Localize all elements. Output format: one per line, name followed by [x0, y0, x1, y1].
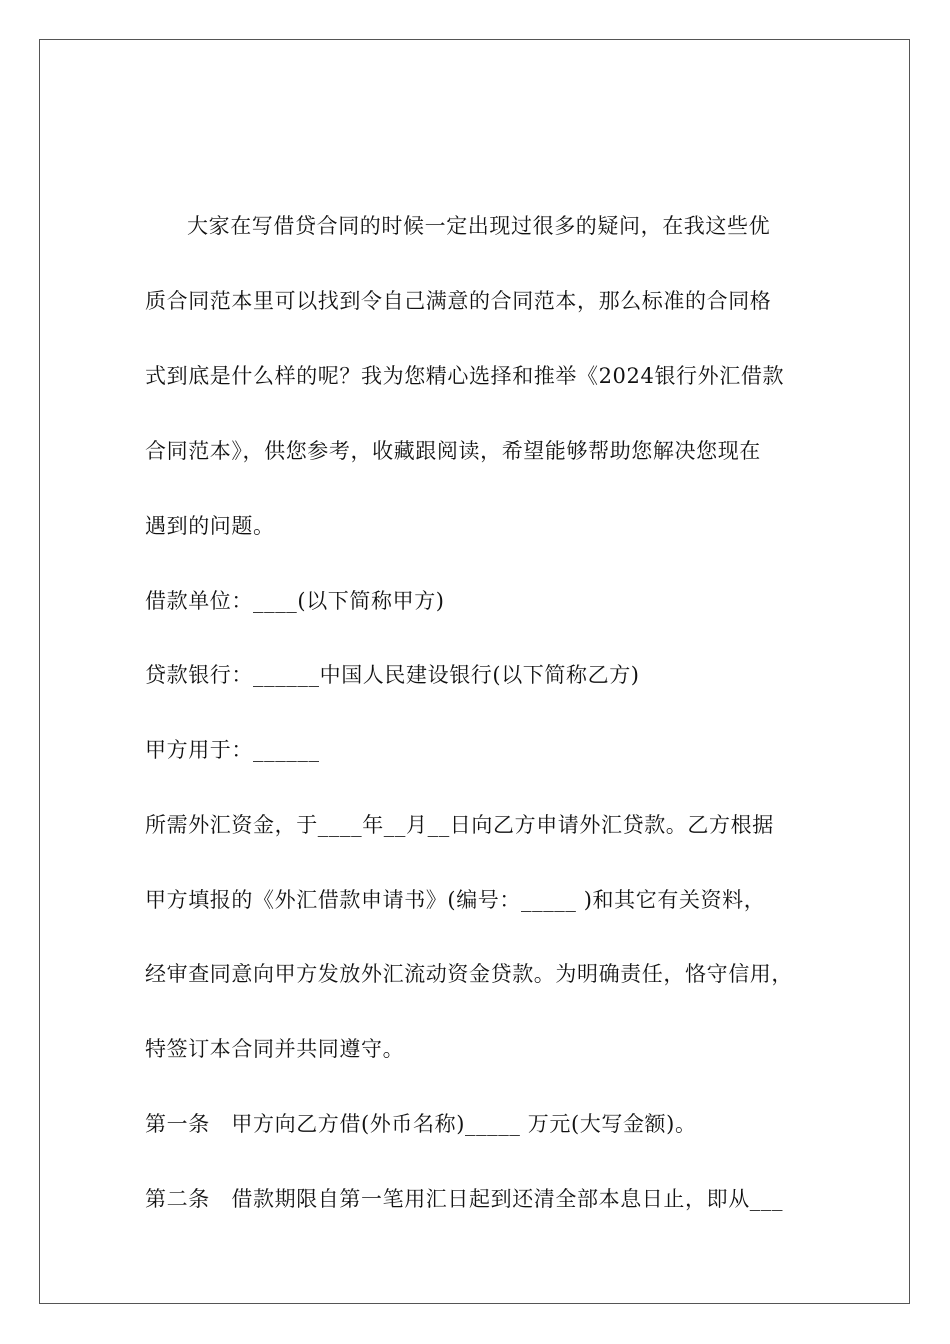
intro-paragraph-line: 质合同范本里可以找到令自己满意的合同范本，那么标准的合同格 [145, 289, 772, 313]
intro-paragraph-line: 合同范本》，供您参考，收藏跟阅读，希望能够帮助您解决您现在 [145, 439, 761, 463]
intro-paragraph-line: 式到底是什么样的呢？我为您精心选择和推举《2024银行外汇借款 [145, 364, 785, 388]
purpose-field: 甲方用于：______ [145, 738, 320, 762]
body-paragraph-line: 经审查同意向甲方发放外汇流动资金贷款。为明确责任，恪守信用， [145, 962, 793, 986]
article-2: 第二条 借款期限自第一笔用汇日起到还清全部本息日止，即从___ [145, 1187, 784, 1211]
body-paragraph-line: 甲方填报的《外汇借款申请书》(编号：_____ )和其它有关资料， [145, 888, 766, 912]
borrower-field: 借款单位：____(以下简称甲方) [145, 589, 445, 613]
article-1: 第一条 甲方向乙方借(外币名称)_____ 万元(大写金额)。 [145, 1112, 697, 1136]
intro-paragraph-line: 大家在写借贷合同的时候一定出现过很多的疑问，在我这些优 [187, 214, 771, 238]
body-paragraph-line: 所需外汇资金，于____年__月__日向乙方申请外汇贷款。乙方根据 [145, 813, 774, 837]
bank-field: 贷款银行：______中国人民建设银行(以下简称乙方) [145, 663, 640, 687]
body-paragraph-line: 特签订本合同并共同遵守。 [145, 1037, 405, 1061]
intro-paragraph-line: 遇到的问题。 [145, 514, 275, 538]
